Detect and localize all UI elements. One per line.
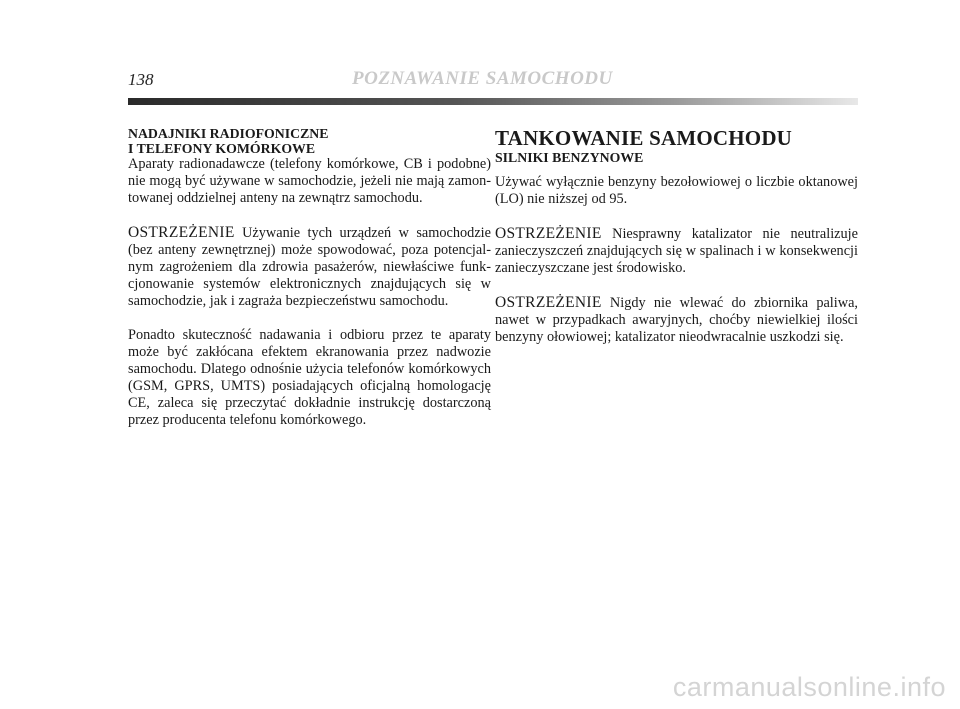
warning-paragraph-leaded — [495, 294, 858, 346]
right-column — [495, 126, 858, 346]
warning-label: OSTRZEŻENIE — [128, 224, 235, 241]
warning-label: OSTRZEŻENIE — [495, 225, 602, 242]
warning-paragraph-catalyst — [495, 225, 858, 277]
watermark: carmanualsonline.info — [672, 672, 946, 702]
page-number: 138 — [128, 70, 154, 89]
left-column — [128, 126, 491, 429]
main-title: TANKOWANIE SAMOCHODU — [495, 126, 793, 150]
section-heading-line1: NADAJNIKI RADIOFONICZNE — [128, 126, 329, 141]
running-title: POZNAWANIE SAMOCHODU — [352, 68, 613, 89]
warning-label: OSTRZEŻENIE — [495, 294, 602, 311]
section-heading — [128, 126, 491, 156]
warning-text: Używanie tych urządzeń w samochodzie (bez anteny zewnętrznej) może spowodować, poza potencjal-nym zagrożeniem dla zdrowia pasażerów, niewłaściwe funk-cjonowanie systemów elektronicznych znajdujących się w samochodzie, jak i zagraża bezpieczeństwu samochodu. — [128, 225, 491, 309]
warning-text: Niesprawny katalizator nie neutralizuje zanieczyszczeń znajdujących się w spalinach i w konsekwencji zanieczyszczane jest środowisko. — [495, 226, 858, 276]
subheading: SILNIKI BENZYNOWE — [495, 150, 644, 165]
warning-paragraph — [128, 224, 491, 310]
paragraph-phones: Ponadto skuteczność nadawania i odbioru przez te aparaty może być zakłócana efektem ekranowania przez nadwozie samochodu. Dlatego odnośnie użycia telefonów komórkowych (GSM, GPRS, UMTS) posiadających oficjalną homologację CE, zaleca się przeczytać dokładnie instrukcję dostarczoną przez producenta telefonu komórkowego. — [128, 327, 491, 428]
section-heading-line2: I TELEFONY KOMÓRKOWE — [128, 141, 316, 156]
paragraph-intro: Aparaty radionadawcze (telefony komórkowe, CB i podobne) nie mogą być używane w samochodzie, jeżeli nie mają zamon-towanej oddzielnej anteny na zewnątrz samochodu. — [128, 156, 491, 206]
header-rule — [128, 98, 858, 105]
paragraph-fuel: Używać wyłącznie benzyny bezołowiowej o liczbie oktanowej (LO) nie niższej od 95. — [495, 174, 858, 207]
warning-text: Nigdy nie wlewać do zbiornika paliwa, nawet w przypadkach awaryjnych, choćby niewielkiej ilości benzyny ołowiowej; katalizator nieodwracalnie uszkodzi się. — [495, 295, 858, 345]
